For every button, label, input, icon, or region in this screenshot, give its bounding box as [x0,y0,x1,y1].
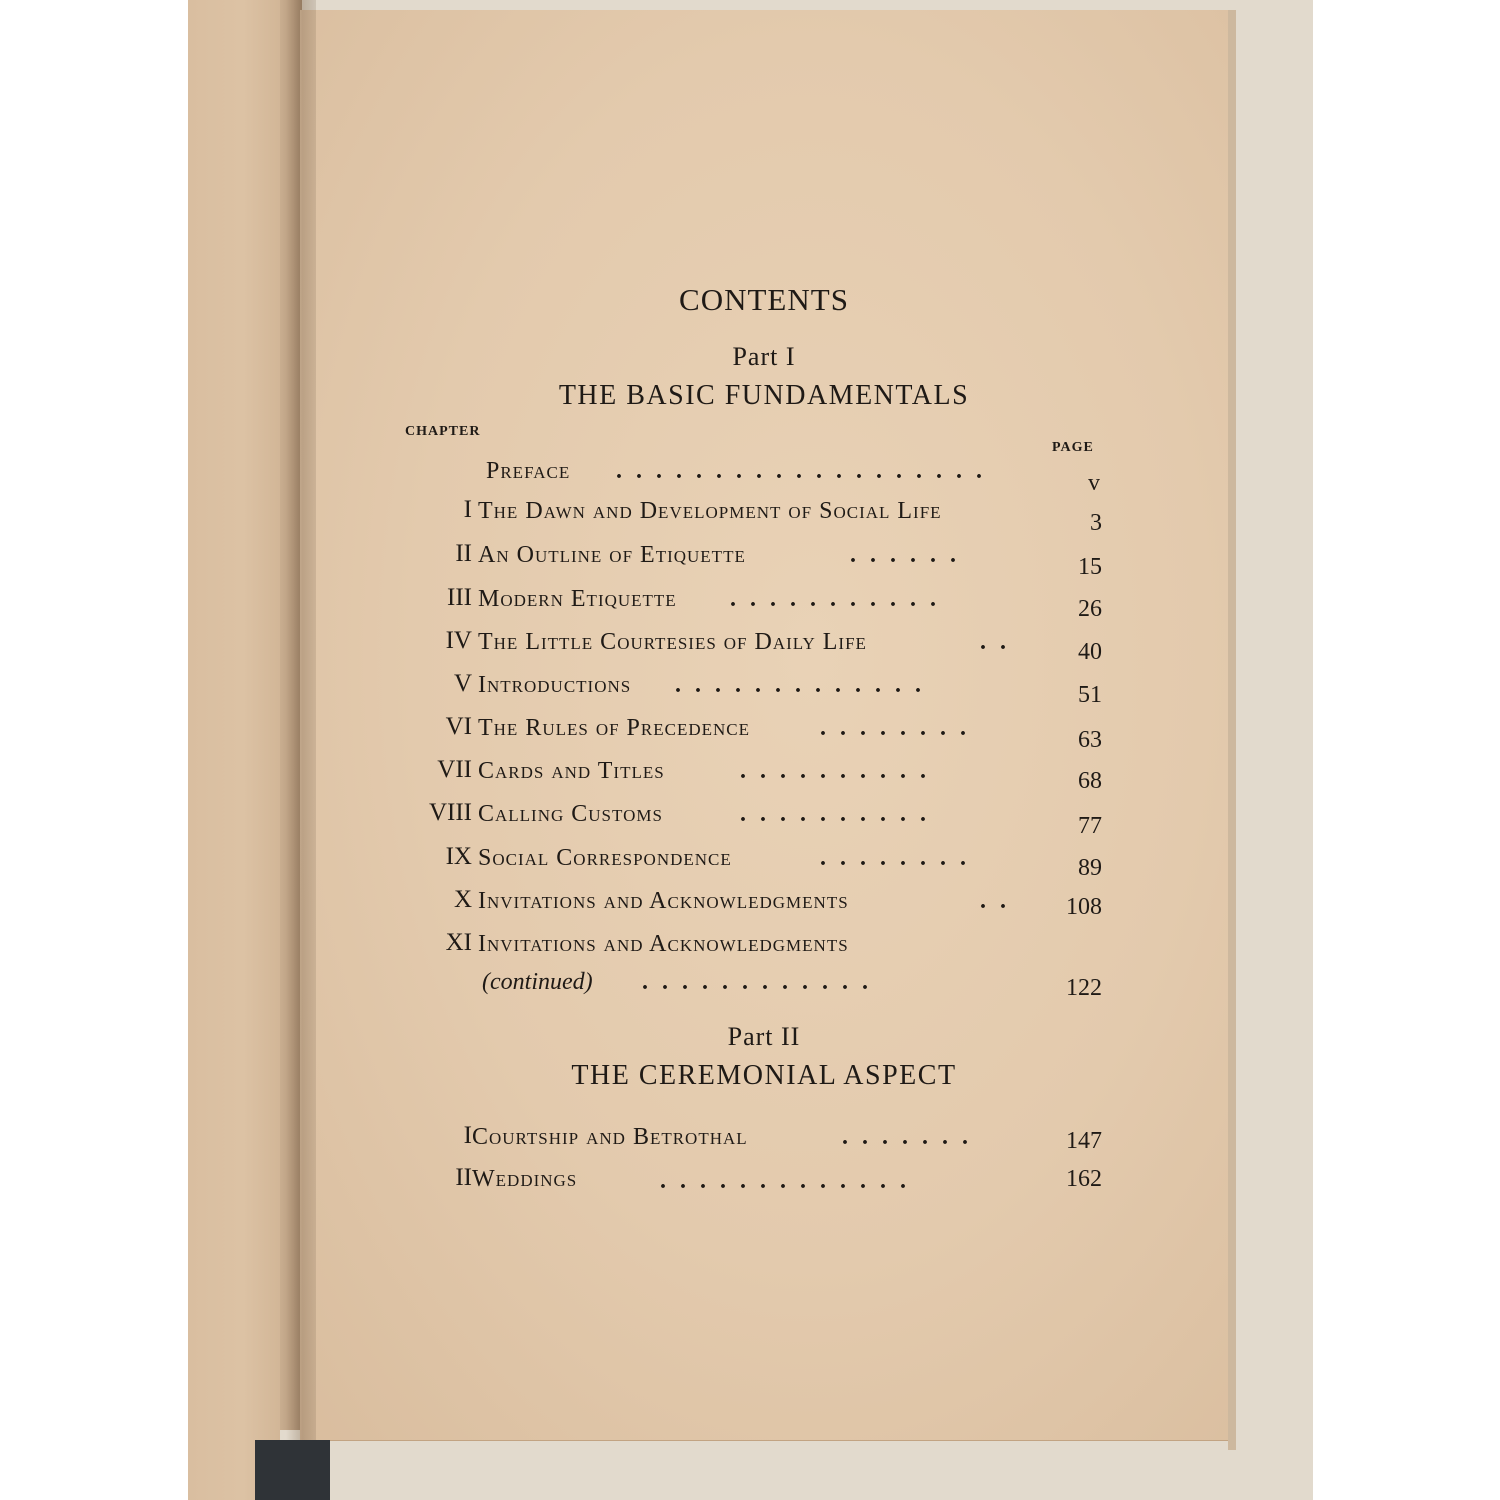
chapter-title: Modern Etiquette [478,586,677,612]
toc-entry-6 [380,713,1102,753]
page-number: 122 [1066,975,1102,1001]
chapter-title: Weddings [472,1166,578,1192]
page-number: 40 [1078,639,1102,665]
part-2-label: Part II [727,1022,801,1051]
page-number: 26 [1078,596,1102,622]
chapter-number: V [453,670,472,697]
leader-dots: ...... [850,542,970,568]
book-spine [255,1440,330,1500]
chapter-number: VII [437,756,472,783]
leader-dots: .......... [740,801,940,827]
chapter-number: I [463,1122,472,1149]
chapter-title: Preface [486,458,571,484]
leader-dots: ................... [616,458,996,484]
toc-entry-8 [380,799,1102,839]
cover-edge [1228,10,1236,1450]
chapter-number: II [455,1164,472,1191]
toc-entry-5 [380,670,1102,706]
toc-entry-part2-1 [380,1122,1102,1158]
chapter-number: IV [445,627,472,654]
chapter-number: I [463,496,472,523]
toc-entry-11 [380,929,1102,1009]
page-number: 3 [1090,510,1102,536]
chapter-number: VIII [428,799,472,826]
chapter-title: Invitations and Acknowledgments [478,931,849,957]
toc-entry-2 [380,540,1102,580]
continued-note: (continued) [482,969,593,995]
toc-entry-9 [380,843,1102,879]
left-page-leaf [188,0,280,1500]
page-number: 15 [1078,554,1102,580]
book-gutter [286,0,316,1440]
leader-dots: ........... [730,586,950,612]
chapter-title: Cards and Titles [478,758,665,784]
page-number: 63 [1078,727,1102,753]
chapter-number: X [453,886,472,913]
leader-dots: ........ [820,715,980,741]
page-number: 89 [1078,855,1102,881]
leader-dots: ............ [642,969,882,995]
page-number: 51 [1078,682,1102,708]
page-column-header: PAGE [1052,440,1094,455]
page-number: 77 [1078,813,1102,839]
toc-entry-3 [380,584,1102,620]
chapter-title: An Outline of Etiquette [478,542,746,568]
page-number: 162 [1066,1166,1102,1192]
chapter-number: VI [445,713,472,740]
chapter-title: Courtship and Betrothal [472,1124,748,1150]
chapter-number: II [455,540,472,567]
page-number: v [1088,470,1100,496]
chapter-number: III [447,584,472,611]
part-1-label: Part I [732,342,796,371]
page-number: 68 [1078,768,1102,794]
toc-entry-preface [380,456,1102,496]
chapter-title: The Rules of Precedence [478,715,751,741]
chapter-number: IX [445,843,472,870]
chapter-title: Calling Customs [478,801,663,827]
toc-entry-1 [380,496,1102,536]
contents-title: CONTENTS [679,282,849,317]
page-number: 147 [1066,1128,1102,1154]
chapter-title: Invitations and Acknowledgments [478,888,849,914]
leader-dots: ............. [675,672,935,698]
part-1-title: THE BASIC FUNDAMENTALS [558,380,970,411]
leader-dots: ....... [842,1124,982,1150]
chapter-title: Social Correspondence [478,845,732,871]
leader-dots: ............. [660,1168,920,1194]
chapter-title: The Little Courtesies of Daily Life [478,629,867,655]
part-2-title: THE CEREMONIAL ASPECT [571,1060,957,1091]
leader-dots: .......... [740,758,940,784]
leader-dots: ........ [820,845,980,871]
toc-entry-10 [380,886,1102,922]
chapter-number: XI [445,929,472,956]
chapter-title: Introductions [478,672,632,698]
chapter-column-header: CHAPTER [405,424,481,439]
chapter-title: The Dawn and Development of Social Life [478,498,942,524]
toc-entry-part2-2 [380,1164,1102,1200]
leader-dots: .. [980,888,1020,914]
leader-dots: .. [980,629,1020,655]
page-number: 108 [1066,894,1102,920]
toc-entry-4 [380,627,1102,663]
toc-entry-7 [380,756,1102,792]
